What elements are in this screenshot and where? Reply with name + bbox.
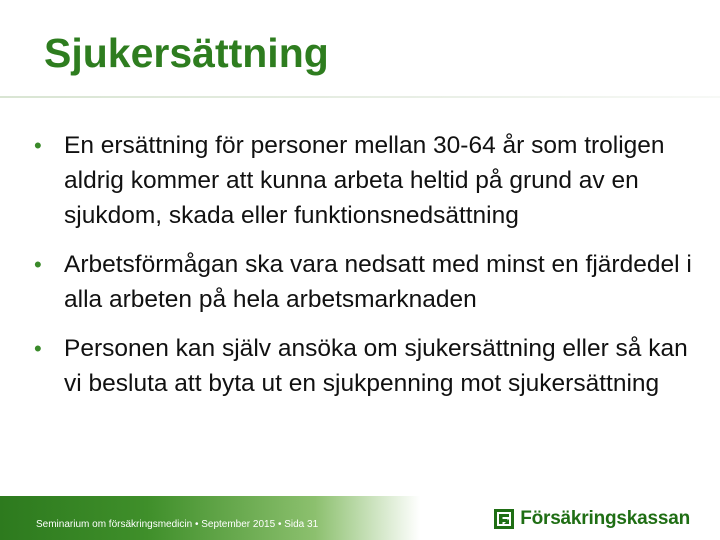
- footer-text: Seminarium om försäkringsmedicin • September 2015 • Sida 31: [36, 519, 319, 530]
- bullet-icon: •: [34, 252, 42, 277]
- bullet-text: Personen kan själv ansöka om sjukersättning eller så kan vi besluta att byta ut en sjukpenning mot sjukersättning: [64, 335, 688, 397]
- bullet-icon: •: [34, 133, 42, 158]
- slide-title: Sjukersättning: [44, 30, 329, 76]
- forsakringskassan-logo: [494, 508, 690, 530]
- bullet-text: Arbetsförmågan ska vara nedsatt med minst en fjärdedel i alla arbeten på hela arbetsmarknaden: [64, 251, 692, 313]
- bullet-text: En ersättning för personer mellan 30-64 år som troligen aldrig kommer att kunna arbeta heltid på grund av en sjukdom, skada eller funktionsnedsättning: [64, 132, 665, 229]
- bullet-item: [34, 247, 694, 317]
- bullet-item: [34, 331, 694, 401]
- logo-text: Försäkringskassan: [520, 508, 690, 529]
- forsakringskassan-logo-icon: [494, 509, 514, 529]
- bullet-icon: •: [34, 336, 42, 361]
- footer-bar: [0, 496, 420, 540]
- title-divider: [0, 96, 720, 98]
- bullet-item: [34, 128, 694, 233]
- bullet-list: [34, 128, 694, 401]
